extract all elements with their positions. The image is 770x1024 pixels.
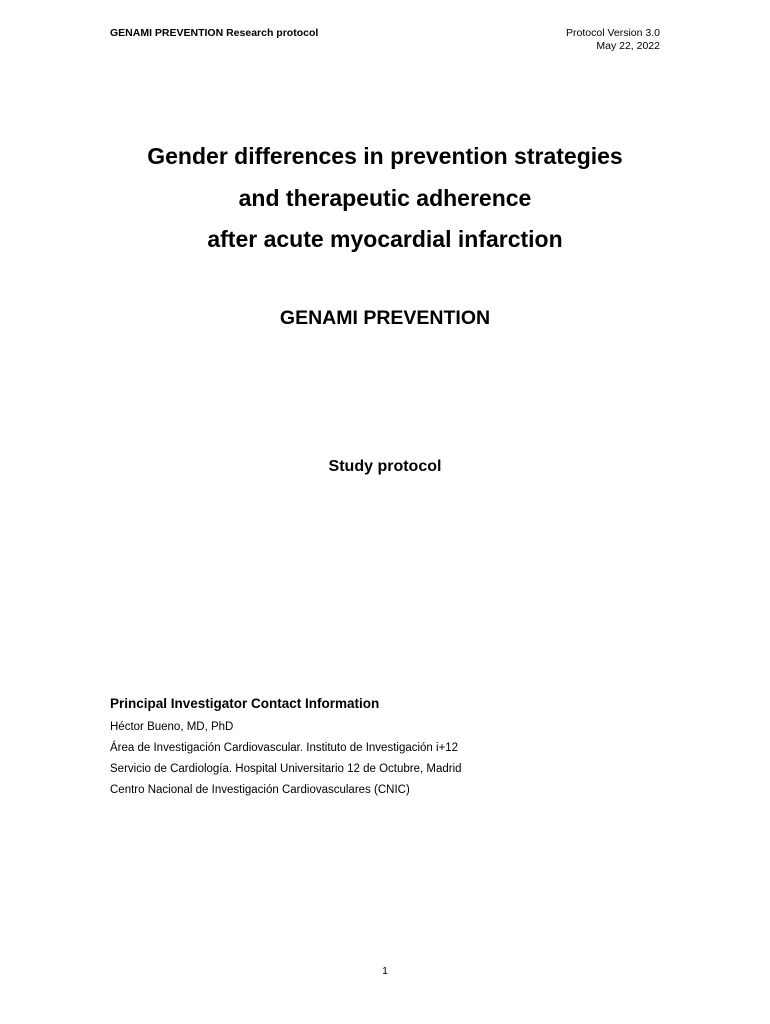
contact-information xyxy=(110,696,462,801)
title-line: and therapeutic adherence xyxy=(238,184,532,211)
title-line: Gender differences in prevention strategies xyxy=(147,143,623,169)
running-header-title: GENAMI PREVENTION Research protocol xyxy=(110,27,319,39)
contact-line: Servicio de Cardiología. Hospital Universitario 12 de Octubre, Madrid xyxy=(110,763,462,775)
title-line: after acute myocardial infarction xyxy=(207,226,563,252)
page-number: 1 xyxy=(382,965,388,977)
document-type: Study protocol xyxy=(328,458,442,475)
contact-line: Centro Nacional de Investigación Cardiovasculares (CNIC) xyxy=(110,784,410,796)
document-title xyxy=(0,136,770,261)
contact-line: Área de Investigación Cardiovascular. Instituto de Investigación i+12 xyxy=(110,742,459,754)
contact-heading: Principal Investigator Contact Information xyxy=(110,696,380,711)
contact-line: Héctor Bueno, MD, PhD xyxy=(110,721,234,733)
running-header-version-block xyxy=(566,27,660,53)
protocol-date: May 22, 2022 xyxy=(596,40,660,52)
protocol-version: Protocol Version 3.0 xyxy=(566,27,660,39)
study-acronym: GENAMI PREVENTION xyxy=(279,307,491,329)
